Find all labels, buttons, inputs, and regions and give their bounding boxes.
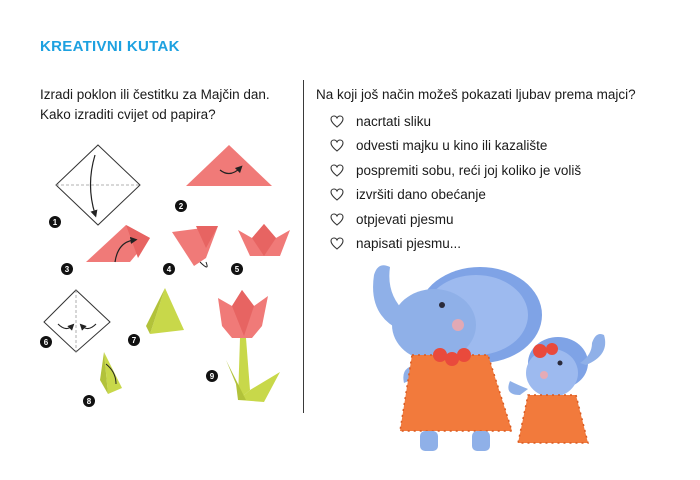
heart-outline-icon [330, 164, 344, 177]
child-elephant [508, 334, 605, 443]
step-1-diagram [56, 145, 140, 225]
step-number: 6 [43, 338, 49, 347]
page-title: KREATIVNI KUTAK [40, 38, 180, 55]
step-8-badge [83, 395, 95, 407]
list-item [330, 109, 581, 134]
step-3-diagram [86, 225, 150, 262]
step-3-badge [61, 263, 73, 275]
step-7-badge [128, 334, 140, 346]
step-2-badge [175, 200, 187, 212]
step-1-badge [49, 216, 61, 228]
heart-outline-icon [330, 188, 344, 201]
question-text: Na koji još način možeš pokazati ljubav prema majci? [316, 87, 636, 102]
step-number: 8 [86, 397, 92, 406]
list-item-label: odvesti majku u kino ili kazalište [356, 138, 548, 154]
list-item [330, 207, 581, 232]
elephants-illustration [360, 255, 610, 455]
step-number: 3 [64, 265, 70, 274]
list-item-label: nacrtati sliku [356, 113, 432, 129]
instructions-line-2: Kako izraditi cvijet od papira? [40, 107, 216, 122]
list-item [330, 183, 581, 208]
list-item-label: otpjevati pjesmu [356, 211, 454, 227]
mother-elephant [373, 265, 542, 451]
step-number: 9 [209, 372, 215, 381]
heart-outline-icon [330, 213, 344, 226]
step-6-diagram [44, 290, 110, 352]
step-number: 5 [234, 265, 240, 274]
step-7-diagram [146, 288, 184, 334]
step-2-diagram [186, 145, 272, 186]
step-number: 1 [52, 218, 58, 227]
step-number: 7 [131, 336, 137, 345]
step-9-badge [206, 370, 218, 382]
step-5-badge [231, 263, 243, 275]
step-4-diagram [172, 226, 218, 267]
list-item [330, 158, 581, 183]
ideas-list [330, 109, 581, 256]
step-number: 2 [178, 202, 184, 211]
list-item [330, 134, 581, 159]
step-4-badge [163, 263, 175, 275]
column-divider [303, 80, 304, 413]
step-9-diagram [218, 290, 280, 402]
list-item-label: pospremiti sobu, reći joj koliko je voliš [356, 162, 582, 178]
step-6-badge [40, 336, 52, 348]
step-8-diagram [100, 352, 122, 394]
instructions-line-1: Izradi poklon ili čestitku za Majčin dan. [40, 87, 270, 102]
list-item-label: izvršiti dano obećanje [356, 187, 486, 203]
list-item-label: napisati pjesmu... [356, 236, 462, 252]
list-item [330, 232, 581, 257]
heart-outline-icon [330, 115, 344, 128]
heart-outline-icon [330, 237, 344, 250]
origami-instructions-illustration [0, 0, 300, 480]
heart-outline-icon [330, 139, 344, 152]
step-number: 4 [166, 265, 172, 274]
step-5-diagram [238, 224, 290, 256]
